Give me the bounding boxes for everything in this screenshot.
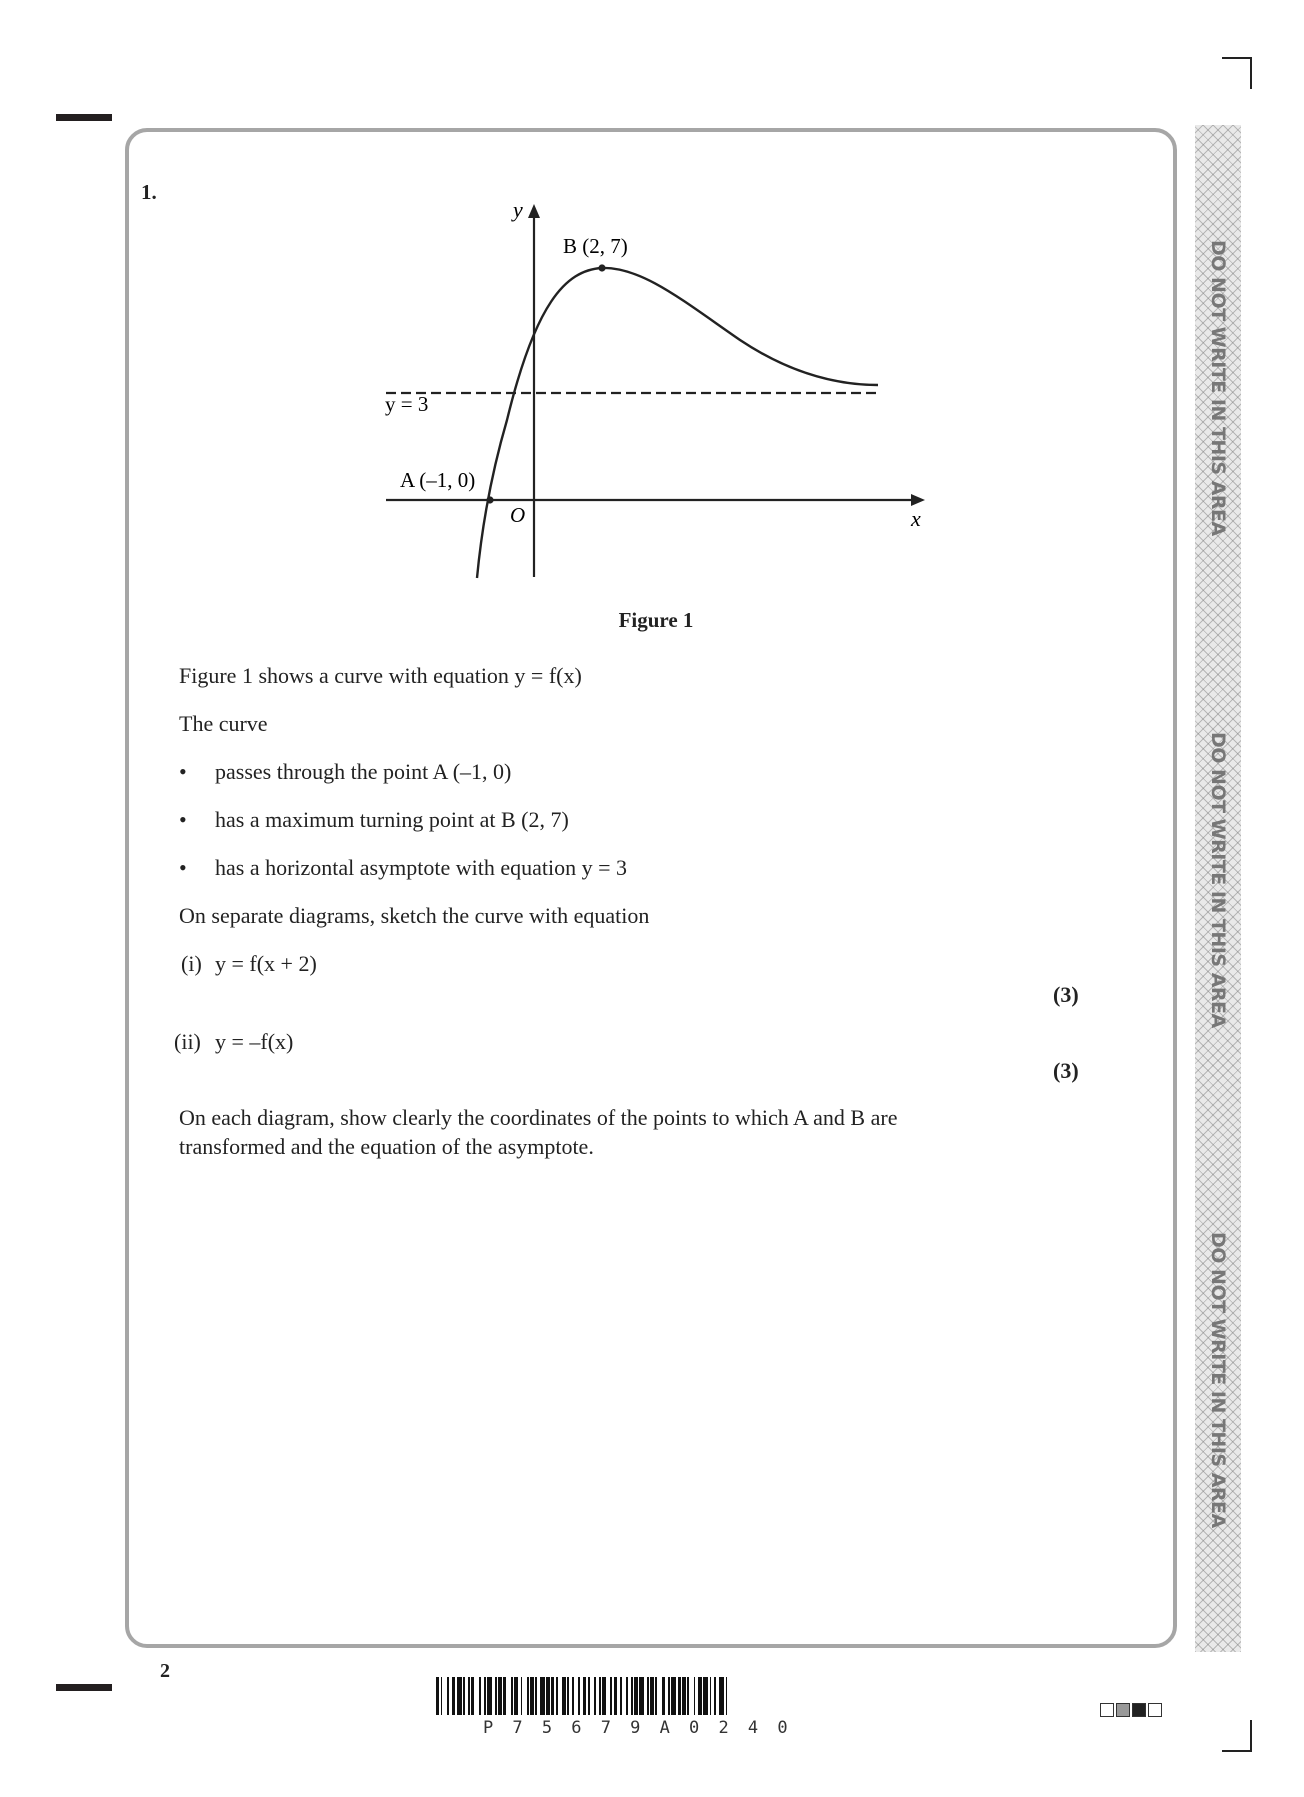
- barcode-bar: [614, 1677, 617, 1715]
- barcode-bar: [540, 1677, 545, 1715]
- barcode-bar: [599, 1677, 601, 1715]
- barcode-bar: [594, 1677, 596, 1715]
- instruction-text: On separate diagrams, sketch the curve with equation: [179, 903, 650, 928]
- barcode-bar: [457, 1677, 462, 1715]
- barcode-bar: [620, 1677, 622, 1715]
- barcode-bar: [556, 1677, 558, 1715]
- do-not-write-margin: [1195, 125, 1241, 1652]
- barcode-bar: [484, 1677, 486, 1715]
- figure-1-graph: [370, 195, 940, 590]
- barcode-bar: [498, 1677, 501, 1715]
- barcode-bar: [447, 1677, 449, 1715]
- part-ii-label: (ii): [174, 1029, 201, 1054]
- final-instruction-line-1: On each diagram, show clearly the coordinates of the points to which A and B are: [179, 1105, 898, 1130]
- y-axis-arrow: [528, 204, 540, 218]
- point-a-label: A (–1, 0): [400, 468, 476, 492]
- barcode-bar: [562, 1677, 565, 1715]
- barcode-bar: [436, 1677, 439, 1715]
- crop-mark-top-right: [1222, 57, 1252, 89]
- barcode-bar: [678, 1677, 681, 1715]
- figure-caption: Figure 1: [618, 608, 694, 632]
- barcode-bar: [655, 1677, 657, 1715]
- x-axis-arrow: [911, 494, 925, 506]
- page-indicator-box-3: [1132, 1703, 1146, 1717]
- barcode-bar: [441, 1677, 443, 1715]
- barcode-bar: [551, 1677, 554, 1715]
- barcode-bar: [650, 1677, 653, 1715]
- crop-mark-bottom-right: [1222, 1720, 1252, 1752]
- barcode-bar: [662, 1677, 665, 1715]
- barcode-bar: [626, 1677, 628, 1715]
- barcode-bar: [694, 1677, 696, 1715]
- final-instruction-line-2: transformed and the equation of the asymptote.: [179, 1134, 594, 1159]
- part-ii-equation: y = –f(x): [215, 1029, 294, 1054]
- barcode-bar: [503, 1677, 506, 1715]
- barcode-bar: [487, 1677, 492, 1715]
- barcode-bar: [572, 1677, 574, 1715]
- page-indicator-box-1: [1100, 1703, 1114, 1717]
- crop-mark-bottom-left: [56, 1684, 112, 1691]
- margin-notice-3: DO NOT WRITE IN THIS AREA: [1207, 1232, 1229, 1528]
- barcode-bar: [463, 1677, 465, 1715]
- origin-label: O: [510, 503, 526, 527]
- barcode-bar: [698, 1677, 701, 1715]
- asymptote-label: y = 3: [385, 392, 429, 416]
- barcode-bar: [631, 1677, 633, 1715]
- barcode-bar: [714, 1677, 716, 1715]
- barcode-bar: [495, 1677, 497, 1715]
- barcode-bar: [452, 1677, 455, 1715]
- barcode-bar: [578, 1677, 580, 1715]
- barcode-bar: [546, 1677, 549, 1715]
- barcode-bar: [634, 1677, 637, 1715]
- point-a-marker: [486, 496, 493, 503]
- barcode-bar: [471, 1677, 474, 1715]
- part-i-marks: (3): [1053, 982, 1079, 1007]
- barcode-bar: [710, 1677, 712, 1715]
- barcode-bar: [588, 1677, 590, 1715]
- the-curve-text: The curve: [179, 711, 268, 736]
- bullet-item-2: has a maximum turning point at B (2, 7): [215, 807, 569, 832]
- bullet-marker: •: [179, 855, 187, 880]
- barcode-bar: [639, 1677, 644, 1715]
- barcode-bar: [583, 1677, 586, 1715]
- barcode-bar: [602, 1677, 605, 1715]
- barcode-bar: [668, 1677, 670, 1715]
- barcode-bar: [671, 1677, 676, 1715]
- barcode-bar: [511, 1677, 513, 1715]
- bullet-item-3: has a horizontal asymptote with equation y = 3: [215, 855, 627, 880]
- barcode-bar: [514, 1677, 517, 1715]
- page-indicator-box-2: [1116, 1703, 1130, 1717]
- part-i-equation: y = f(x + 2): [215, 951, 317, 976]
- barcode-bar: [687, 1677, 689, 1715]
- barcode-bar: [703, 1677, 708, 1715]
- barcode-bar: [610, 1677, 612, 1715]
- barcode-text: P75679A0240: [483, 1718, 807, 1738]
- x-axis-label: x: [911, 506, 921, 531]
- crop-mark-top-left: [56, 114, 112, 121]
- barcode-bar: [530, 1677, 533, 1715]
- question-number: 1.: [141, 180, 157, 204]
- barcode-bar: [527, 1677, 529, 1715]
- part-ii-marks: (3): [1053, 1058, 1079, 1083]
- point-b-label: B (2, 7): [563, 234, 628, 258]
- bullet-marker: •: [179, 807, 187, 832]
- part-i-label: (i): [181, 951, 202, 976]
- y-axis-label: y: [513, 197, 523, 222]
- barcode-bar: [521, 1677, 523, 1715]
- page-number: 2: [160, 1660, 170, 1682]
- barcode-bar: [719, 1677, 724, 1715]
- point-b-marker: [598, 264, 605, 271]
- intro-text: Figure 1 shows a curve with equation y = f(x): [179, 663, 582, 688]
- barcode-bar: [479, 1677, 481, 1715]
- page-indicator-box-4: [1148, 1703, 1162, 1717]
- margin-notice-1: DO NOT WRITE IN THIS AREA: [1207, 240, 1229, 536]
- bullet-item-1: passes through the point A (–1, 0): [215, 759, 512, 784]
- barcode: [436, 1677, 874, 1715]
- barcode-bar: [647, 1677, 649, 1715]
- barcode-bar: [567, 1677, 569, 1715]
- barcode-bar: [468, 1677, 470, 1715]
- barcode-bar: [682, 1677, 685, 1715]
- barcode-bar: [535, 1677, 537, 1715]
- barcode-bar: [726, 1677, 728, 1715]
- bullet-marker: •: [179, 759, 187, 784]
- margin-notice-2: DO NOT WRITE IN THIS AREA: [1207, 732, 1229, 1028]
- curve: [477, 268, 878, 578]
